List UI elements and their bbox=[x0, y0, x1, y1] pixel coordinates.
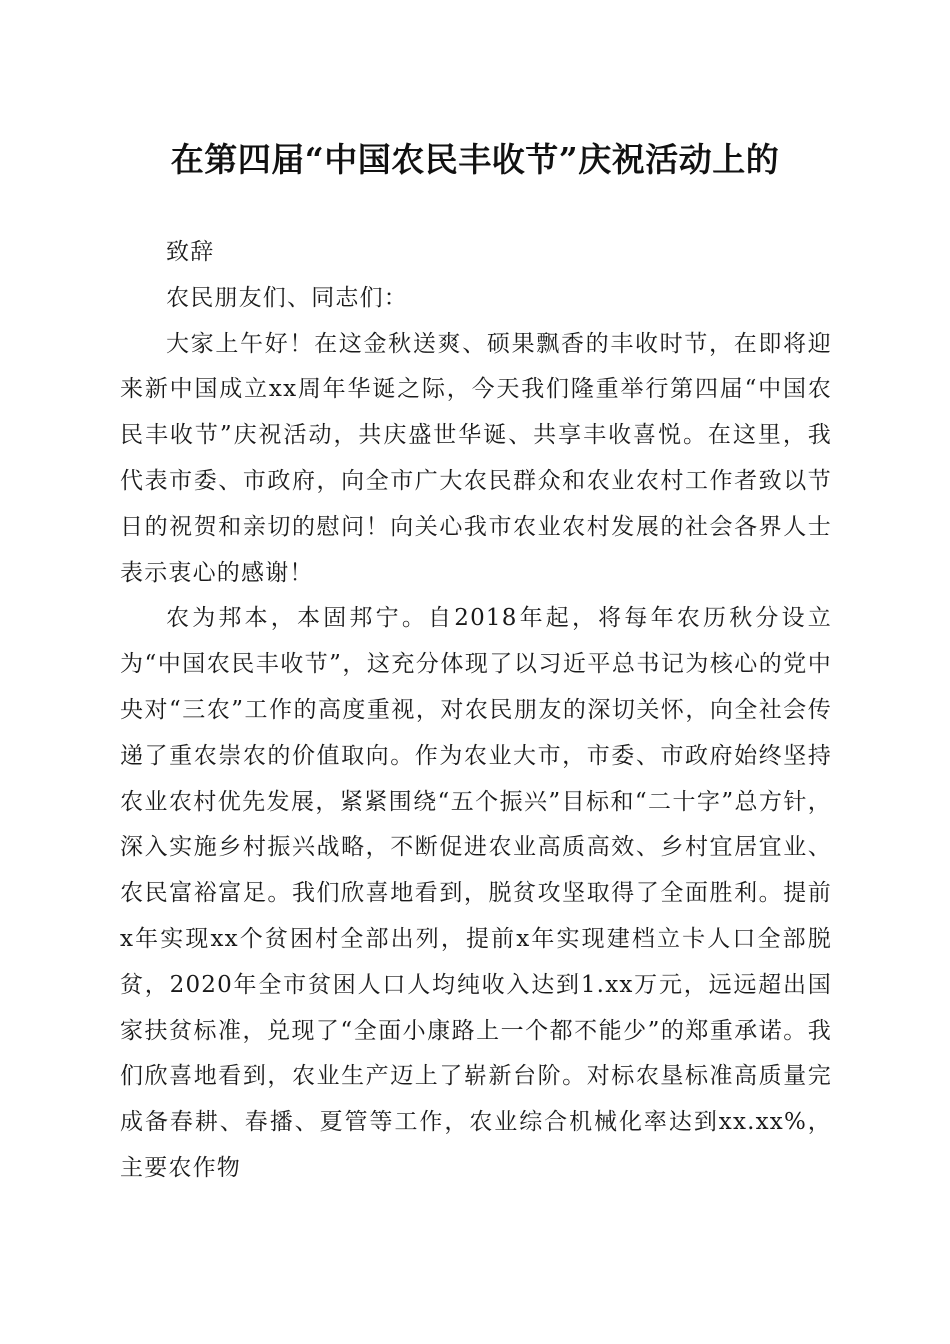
paragraph-greeting: 大家上午好！在这金秋送爽、硕果飘香的丰收时节，在即将迎来新中国成立xx周年华诞之际，今天我们隆重举行第四届“中国农民丰收节”庆祝活动，共庆盛世华诞、共享丰收喜悦。在这里，我代表市委、市政府，向全市广大农民群众和农业农村工作者致以节日的祝贺和亲切的慰问！向关心我市农业农村发展的社会各界人士表示衷心的感谢！ bbox=[120, 330, 832, 586]
paragraph-main: 农为邦本，本固邦宁。自2018年起，将每年农历秋分设立为“中国农民丰收节”，这充分体现了以习近平总书记为核心的党中央对“三农”工作的高度重视，对农民朋友的深切关怀，向全社会传递了重农崇农的价值取向。作为农业大市，市委、市政府始终坚持农业农村优先发展，紧紧围绕“五个振兴”目标和“二十字”总方针，深入实施乡村振兴战略，不断促进农业高质高效、乡村宜居宜业、农民富裕富足。我们欣喜地看到，脱贫攻坚取得了全面胜利。提前x年实现xx个贫困村全部出列，提前x年实现建档立卡人口全部脱贫，2020年全市贫困人口人均纯收入达到1.xx万元，远远超出国家扶贫标准，兑现了“全面小康路上一个都不能少”的郑重承诺。我们欣喜地看到，农业生产迈上了崭新台阶。对标农垦标准高质量完成备春耕、春播、夏管等工作，农业综合机械化率达到xx.xx%，主要农作物 bbox=[120, 605, 832, 1181]
paragraph-subtitle: 致辞 bbox=[166, 239, 215, 265]
paragraph-salutation: 农民朋友们、同志们： bbox=[166, 284, 408, 311]
document-title: 在第四届“中国农民丰收节”庆祝活动上的 bbox=[170, 140, 780, 179]
document-body bbox=[120, 230, 832, 1192]
